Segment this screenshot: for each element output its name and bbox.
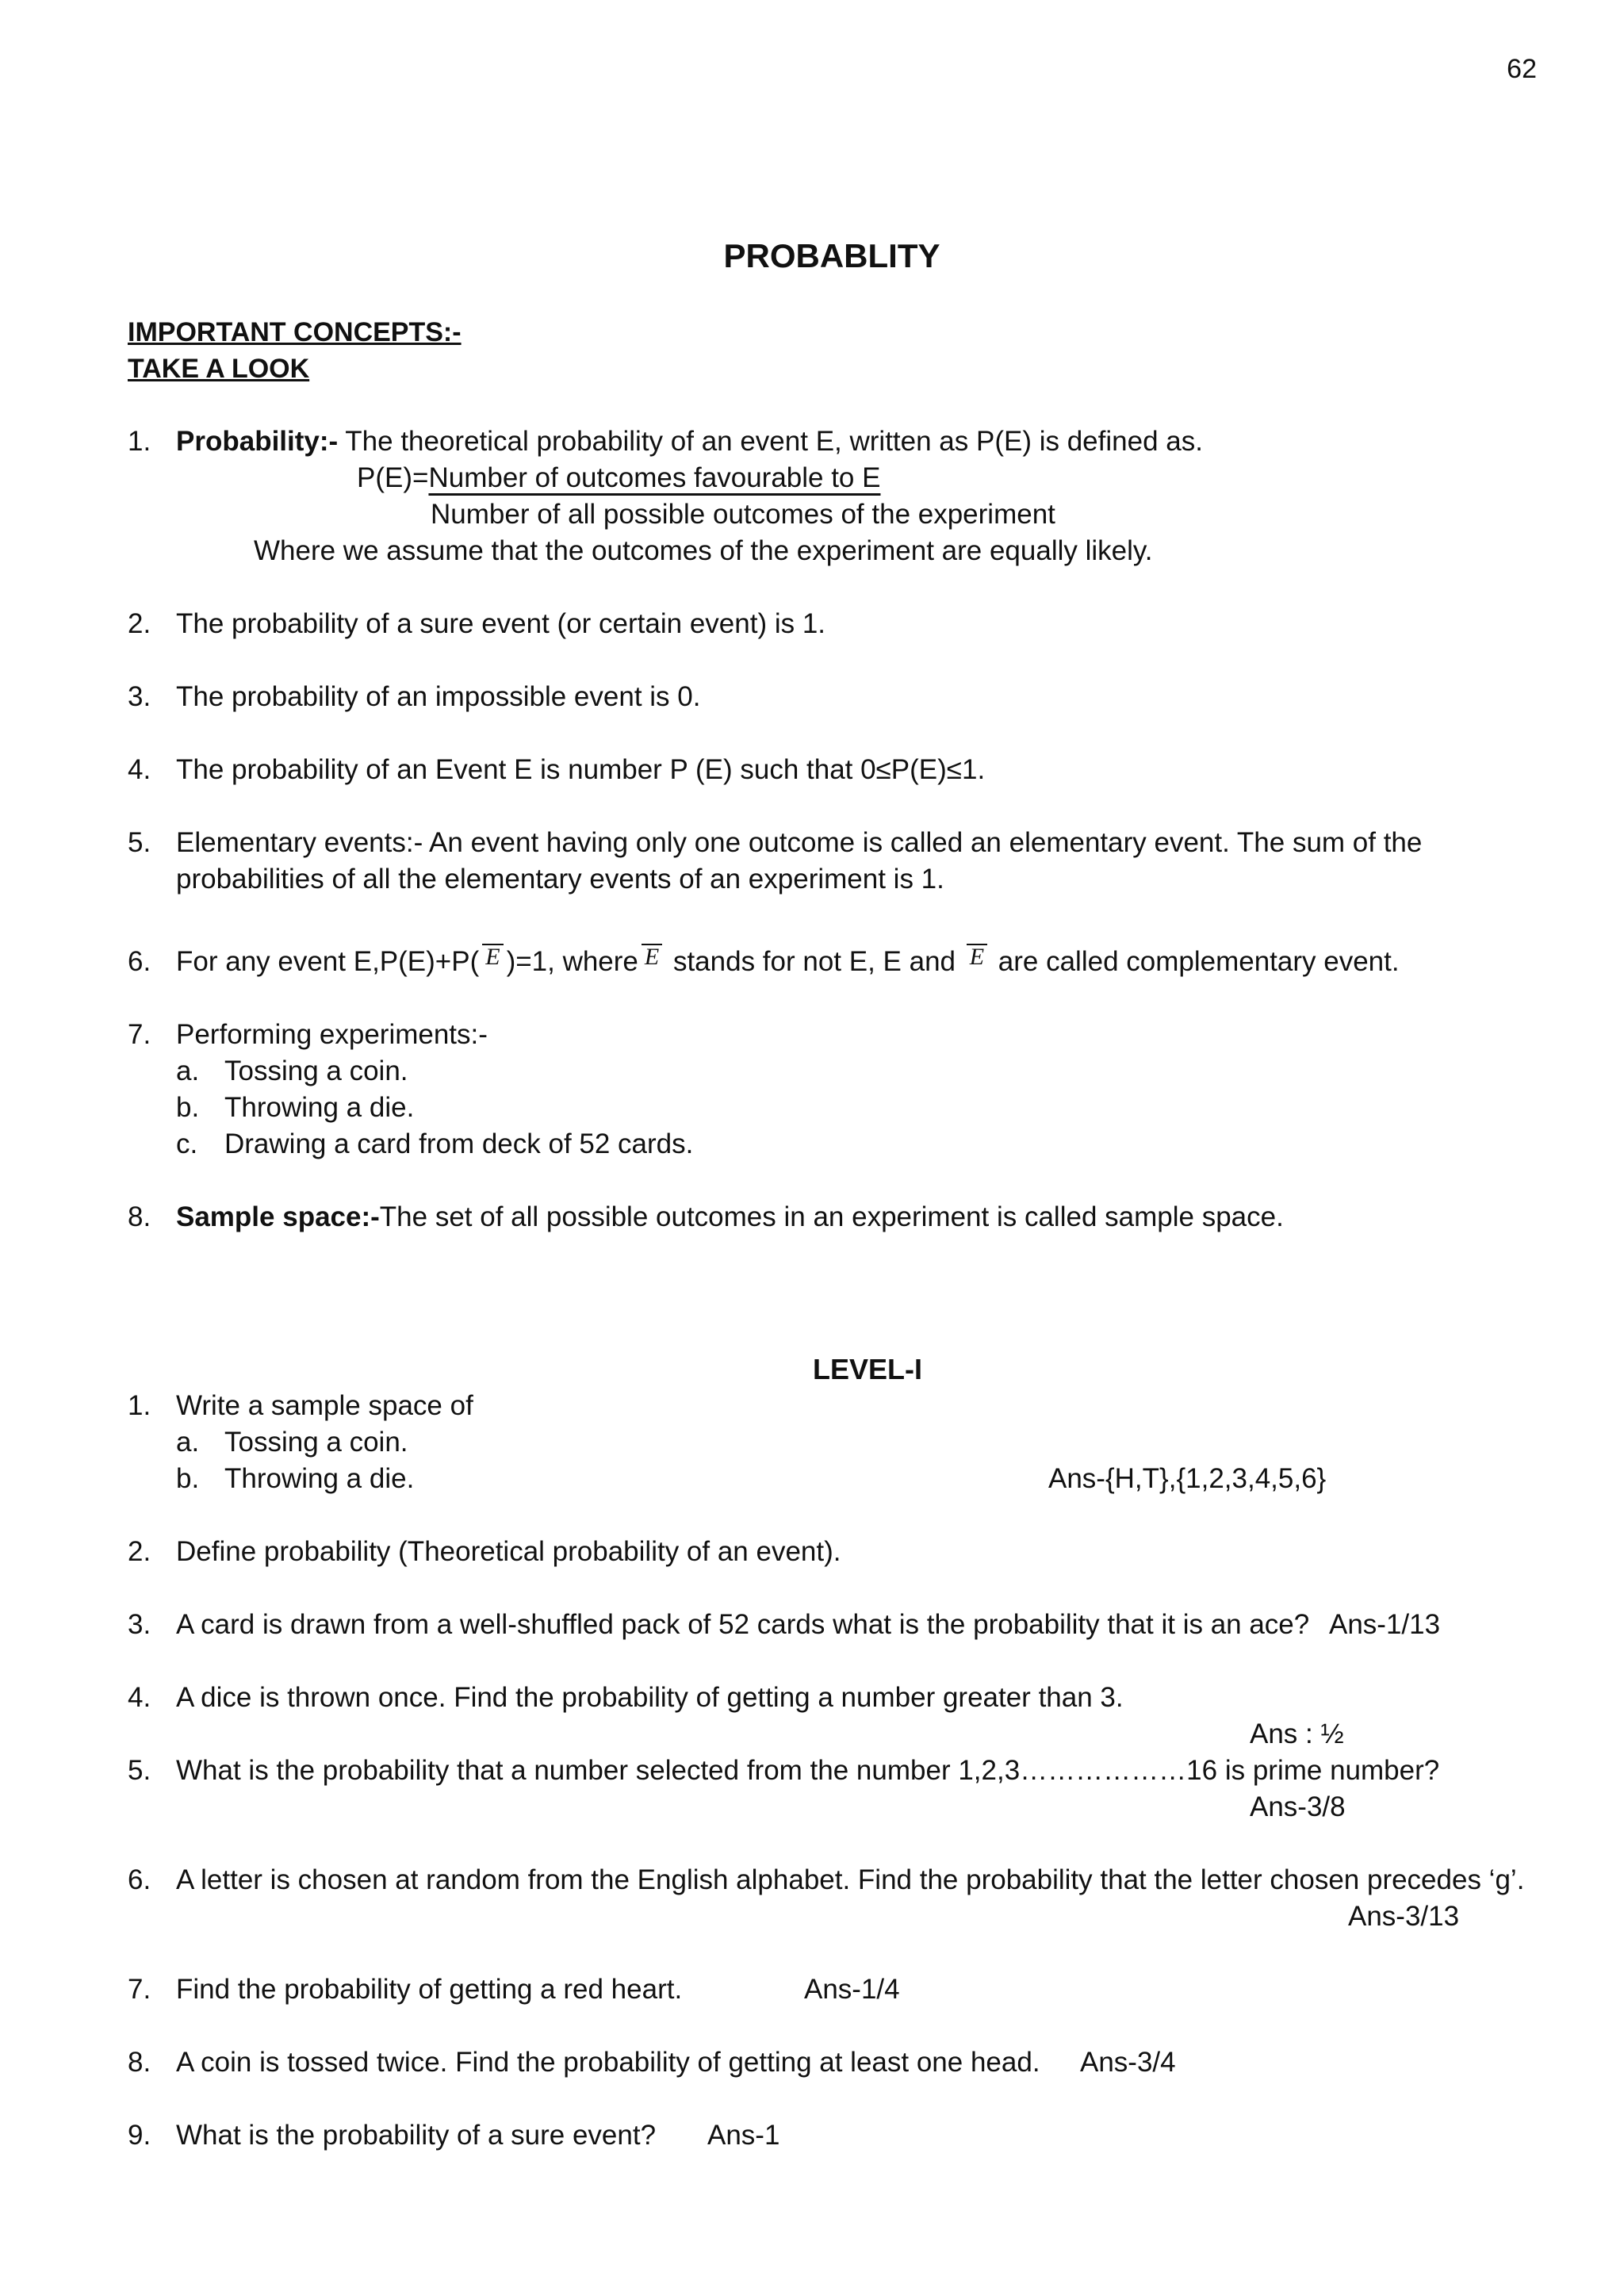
question-9-number: 9. xyxy=(128,2120,151,2151)
concept-1-text xyxy=(176,423,1203,460)
question-7-answer: Ans-1/4 xyxy=(804,1974,900,2005)
concept-6-part-2: )=1, where xyxy=(506,946,638,977)
concept-1-number: 1. xyxy=(128,426,151,457)
question-3-answer: Ans-1/13 xyxy=(1329,1609,1441,1640)
question-1-number: 1. xyxy=(128,1390,151,1421)
question-4-answer: Ans : ½ xyxy=(1250,1718,1344,1749)
question-1-text: Write a sample space of xyxy=(176,1390,473,1421)
question-1-sub-a-letter: a. xyxy=(176,1427,200,1458)
concept-8-body: The set of all possible outcomes in an experiment is called sample space. xyxy=(379,1201,1284,1232)
page-number: 62 xyxy=(1507,54,1537,84)
question-2-text: Define probability (Theoretical probability of an event). xyxy=(176,1536,841,1567)
question-2-number: 2. xyxy=(128,1536,151,1567)
concept-7-sub-c-text: Drawing a card from deck of 52 cards. xyxy=(224,1128,694,1159)
question-6-number: 6. xyxy=(128,1864,151,1895)
formula-numerator: Number of outcomes favourable to E xyxy=(428,462,881,493)
concept-1-body: The theoretical probability of an event E, written as P(E) is defined as. xyxy=(338,426,1203,457)
question-3-text: A card is drawn from a well-shuffled pack of 52 cards what is the probability that it is an ace? xyxy=(176,1609,1310,1640)
question-8-answer: Ans-3/4 xyxy=(1080,2047,1176,2078)
concept-2-number: 2. xyxy=(128,608,151,639)
question-9-text: What is the probability of a sure event? xyxy=(176,2120,657,2151)
concept-6-part-4: are called complementary event. xyxy=(990,946,1400,977)
concept-6-text xyxy=(176,944,1400,980)
question-1-answer: Ans-{H,T},{1,2,3,4,5,6} xyxy=(1048,1463,1327,1494)
concept-3-text: The probability of an impossible event is 0. xyxy=(176,681,701,712)
question-6-text: A letter is chosen at random from the English alphabet. Find the probability that the letter chosen precedes ‘g’. xyxy=(176,1864,1525,1895)
question-4-text: A dice is thrown once. Find the probability of getting a number greater than 3. xyxy=(176,1682,1124,1713)
question-7-text: Find the probability of getting a red heart. xyxy=(176,1974,683,2005)
question-8-number: 8. xyxy=(128,2047,151,2078)
question-5-answer: Ans-3/8 xyxy=(1250,1791,1346,1822)
question-3-number: 3. xyxy=(128,1609,151,1640)
concept-8-text xyxy=(176,1199,1284,1236)
question-9-answer: Ans-1 xyxy=(707,2120,780,2151)
concept-2-text: The probability of a sure event (or certain event) is 1. xyxy=(176,608,826,639)
e-bar-symbol: E xyxy=(967,944,987,969)
concept-7-sub-c-letter: c. xyxy=(176,1128,198,1159)
concept-4-number: 4. xyxy=(128,754,151,785)
concept-7-number: 7. xyxy=(128,1019,151,1050)
concept-6-part-3: stands for not E, E and xyxy=(665,946,963,977)
concept-8-label: Sample space:- xyxy=(176,1201,380,1232)
concept-7-text: Performing experiments:- xyxy=(176,1019,488,1050)
concept-7-sub-b-letter: b. xyxy=(176,1092,200,1123)
formula-note: Where we assume that the outcomes of the experiment are equally likely. xyxy=(254,535,1153,566)
concept-5-number: 5. xyxy=(128,827,151,858)
concept-7-sub-a-text: Tossing a coin. xyxy=(224,1056,408,1086)
concept-5-line-2: probabilities of all the elementary events of an experiment is 1. xyxy=(176,864,944,895)
level-1-heading: LEVEL-I xyxy=(813,1353,923,1385)
take-a-look-heading: TAKE A LOOK xyxy=(128,354,310,384)
concept-6-part-1: For any event E,P(E)+P( xyxy=(176,946,480,977)
concept-7-sub-b-text: Throwing a die. xyxy=(224,1092,415,1123)
probability-formula-numerator xyxy=(357,460,880,496)
question-7-number: 7. xyxy=(128,1974,151,2005)
e-bar-symbol: E xyxy=(642,944,662,969)
concept-4-text: The probability of an Event E is number P (E) such that 0≤P(E)≤1. xyxy=(176,754,986,785)
important-concepts-heading: IMPORTANT CONCEPTS:- xyxy=(128,317,462,347)
question-5-number: 5. xyxy=(128,1755,151,1786)
e-bar-symbol: E xyxy=(482,944,503,969)
question-1-sub-a-text: Tossing a coin. xyxy=(224,1427,408,1458)
concept-3-number: 3. xyxy=(128,681,151,712)
question-5-text: What is the probability that a number selected from the number 1,2,3………………16 is prime number? xyxy=(176,1755,1440,1786)
probability-formula-denominator: Number of all possible outcomes of the experiment xyxy=(431,499,1055,530)
concept-5-line-1: Elementary events:- An event having only one outcome is called an elementary event. The sum of the xyxy=(176,827,1423,858)
formula-prefix: P(E)= xyxy=(357,462,429,493)
concept-1-label: Probability:- xyxy=(176,426,339,457)
question-8-text: A coin is tossed twice. Find the probability of getting at least one head. xyxy=(176,2047,1040,2078)
concept-6-number: 6. xyxy=(128,946,151,977)
concept-8-number: 8. xyxy=(128,1201,151,1232)
question-4-number: 4. xyxy=(128,1682,151,1713)
question-1-sub-b-text: Throwing a die. xyxy=(224,1463,415,1494)
question-1-sub-b-letter: b. xyxy=(176,1463,200,1494)
page-title: PROBABLITY xyxy=(723,237,940,274)
question-6-answer: Ans-3/13 xyxy=(1348,1901,1460,1932)
concept-7-sub-a-letter: a. xyxy=(176,1056,200,1086)
